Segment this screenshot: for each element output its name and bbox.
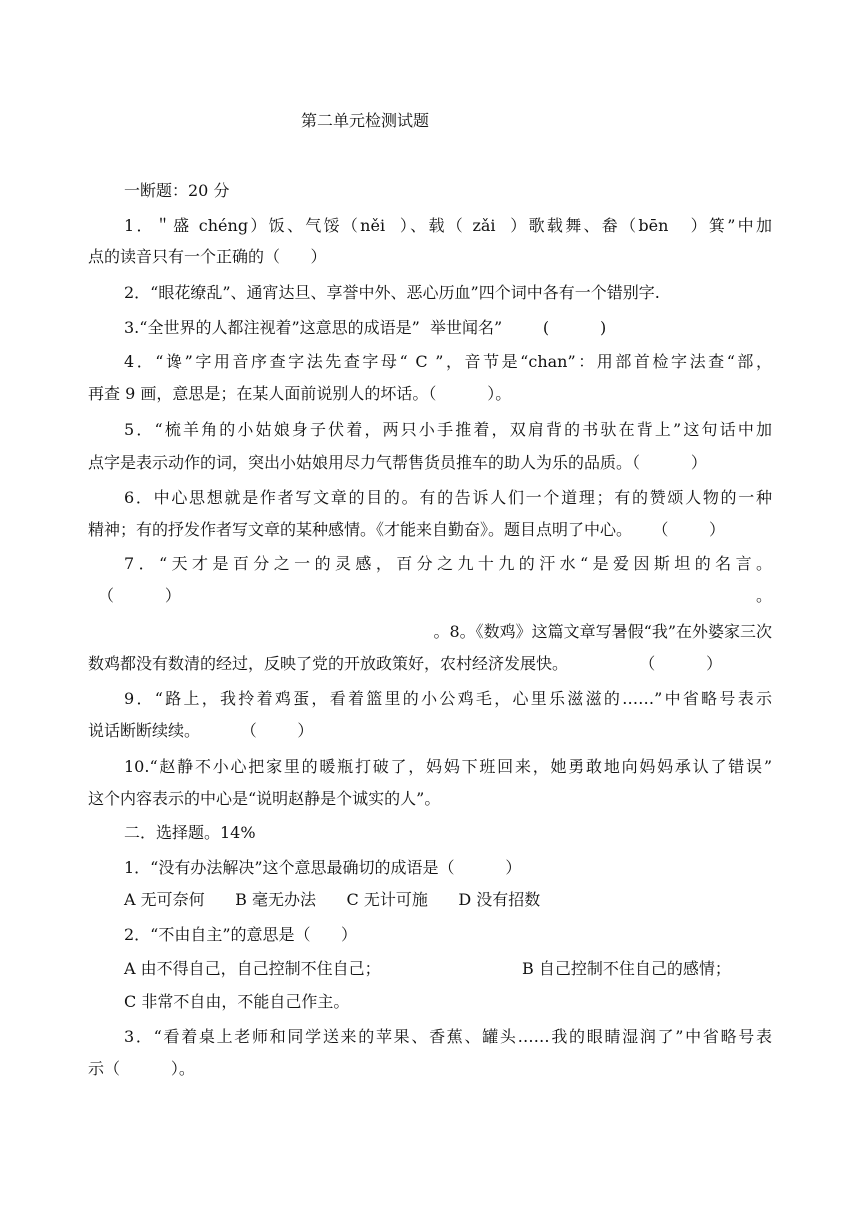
question-4-line-2: 再查 9 画，意思是；在某人面前说别人的坏话。（ ）。	[88, 384, 512, 403]
choice-question-1: 1．“没有办法解决”这个意思最确切的成语是（ ）	[124, 858, 522, 877]
choice-question-1-options: A 无可奈何 B 毫无办法 C 无计可施 D 没有招数	[124, 890, 541, 909]
question-8-line-2: 数鸡都没有数清的经过，反映了党的开放政策好，农村经济发展快。 （ ）	[88, 654, 723, 673]
choice-question-3-line-1: 3．“看着桌上老师和同学送来的苹果、香蕉、罐头……我的眼睛湿润了”中省略号表	[124, 1027, 772, 1046]
choice-question-2-option-b: B 自己控制不住自己的感情；	[522, 959, 731, 978]
choice-question-2: 2．“不由自主”的意思是（ ）	[124, 925, 358, 944]
question-5-line-2: 点字是表示动作的词，突出小姑娘用尽力气帮售货员推车的助人为乐的品质。（ ）	[88, 453, 707, 472]
question-3: 3.“全世界的人都注视着”这意思的成语是” 举世闻名” ( )	[124, 318, 607, 337]
question-6-line-2: 精神；有的抒发作者写文章的某种感情。《才能来自勤奋》。题目点明了中心。 （ ）	[88, 520, 726, 539]
question-6-line-1: 6．中心思想就是作者写文章的目的。有的告诉人们一个道理；有的赞颂人物的一种	[124, 488, 772, 507]
question-7-line-1: 7．“天才是百分之一的灵感，百分之九十九的汗水“是爱因斯坦的名言。	[124, 554, 772, 573]
choice-question-2-option-c: C 非常不自由，不能自己作主。	[124, 992, 350, 1011]
question-10-line-1: 10.“赵静不小心把家里的暖瓶打破了，妈妈下班回来，她勇敢地向妈妈承认了错误”	[124, 757, 772, 776]
question-7-period: 。	[755, 586, 772, 605]
question-7-line-2: （ ）	[98, 586, 181, 605]
question-9-line-1: 9．“路上，我拎着鸡蛋，看着篮里的小公鸡毛，心里乐滋滋的……”中省略号表示	[124, 689, 772, 708]
question-5-line-1: 5．“梳羊角的小姑娘身子伏着，两只小手推着，双肩背的书驮在背上”这句话中加	[124, 420, 772, 439]
question-4-line-1: 4．“谗”字用音序查字法先查字母“ C ”，音节是“chan”：用部首检字法查“部，	[124, 352, 772, 371]
question-8-line-1: 。8。《数鸡》这篇文章写暑假“我”在外婆家三次	[433, 622, 772, 641]
choice-question-2-option-a: A 由不得自己，自己控制不住自己；	[124, 959, 381, 978]
question-1-line-2: 点的读音只有一个正确的（ ）	[88, 247, 327, 266]
choice-question-3-line-2: 示（ ）。	[88, 1059, 195, 1078]
question-9-line-2: 说话断断续续。 （ ）	[88, 721, 314, 740]
question-2: 2．“眼花缭乱”、通宵达旦、享誉中外、恶心历血”四个词中各有一个错别字.	[124, 283, 660, 302]
question-1-line-1: 1．＂盛 chéng）饭、气馁（něi ）、载（ zǎi ）歌载舞、畚（bēn ）箕”中加	[124, 216, 772, 235]
page-title: 第二单元检测试题	[301, 111, 430, 130]
section-heading-judgment: 一断题：20 分	[124, 181, 230, 200]
section-heading-choice: 二．选择题。14%	[124, 823, 256, 842]
question-10-line-2: 这个内容表示的中心是“说明赵静是个诚实的人”。	[88, 789, 441, 808]
